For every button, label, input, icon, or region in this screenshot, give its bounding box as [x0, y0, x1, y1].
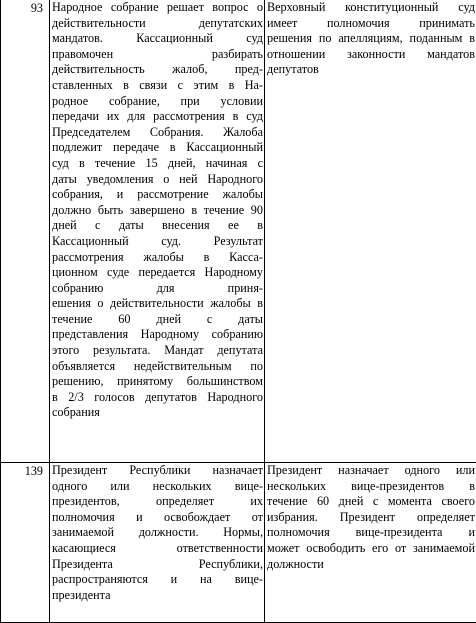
text-line: отношении законности мандатов: [267, 47, 475, 63]
text-line: депутатов: [267, 62, 475, 78]
right-column-text: [265, 463, 476, 623]
text-line: даты уведомления о ней Народного: [52, 172, 263, 188]
text-line: родное собрание, при условии: [52, 94, 263, 110]
text-line: ставленных в связи с этим в На-: [52, 78, 263, 94]
text-line: Президента Республики,: [52, 557, 263, 573]
right-column-text: [265, 0, 476, 463]
text-line: в 2/3 голосов депутатов Народного: [52, 390, 263, 406]
article-number: 139: [1, 463, 50, 623]
text-line: рассмотрения жалобы в Касса-: [52, 250, 263, 266]
text-line: Президент Республики назначает: [52, 463, 263, 479]
text-line: президентов, определяет их: [52, 494, 263, 510]
text-line: полномочия и освобождает от: [52, 510, 263, 526]
text-line: Кассационный суд. Результат: [52, 234, 263, 250]
text-line: решению, принятому большинством: [52, 374, 263, 390]
text-line: этого результата. Мандат депутата: [52, 343, 263, 359]
table-row: [1, 0, 476, 463]
text-line: собранию для приня-: [52, 281, 263, 297]
text-line: собрания, и рассмотрение жалобы: [52, 187, 263, 203]
text-line: ционном суде передается Народному: [52, 265, 263, 281]
text-line: течение 60 дней с даты: [52, 312, 263, 328]
text-line: решения по апелляциям, поданным в: [267, 31, 475, 47]
left-column-text: [50, 0, 265, 463]
text-line: мандатов. Кассационный суд: [52, 31, 263, 47]
text-line: Председателем Собрания. Жалоба: [52, 125, 263, 141]
text-line: действительность жалоб, пред-: [52, 62, 263, 78]
text-line: касающиеся ответственности: [52, 541, 263, 557]
text-line: распространяются и на вице-: [52, 572, 263, 588]
text-line: должности: [267, 557, 475, 573]
text-line: объявляется недействительным по: [52, 359, 263, 375]
text-line: имеет полномочия принимать: [267, 16, 475, 32]
text-line: Верховный конституционный суд: [267, 0, 475, 16]
text-line: ешения о действительности жалобы в: [52, 296, 263, 312]
text-line: Народное собрание решает вопрос о: [52, 0, 263, 16]
text-line: одного или нескольких вице-: [52, 479, 263, 495]
text-line: Президент назначает одного или: [267, 463, 475, 479]
article-number: 93: [1, 0, 50, 463]
text-line: действительности депутатских: [52, 16, 263, 32]
text-line: течение 60 дней с момента своего: [267, 494, 475, 510]
text-line: подлежит передаче в Кассационный: [52, 140, 263, 156]
text-line: собрания: [52, 405, 263, 421]
text-line: может освободить его от занимаемой: [267, 541, 475, 557]
table-row: [1, 463, 476, 623]
text-line: президента: [52, 588, 263, 604]
text-line: нескольких вице-президентов в: [267, 479, 475, 495]
text-line: суд в течение 15 дней, начиная с: [52, 156, 263, 172]
left-column-text: [50, 463, 265, 623]
text-line: правомочен разбирать: [52, 47, 263, 63]
text-line: полномочия вице-президента и: [267, 525, 475, 541]
text-line: избрания. Президент определяет: [267, 510, 475, 526]
text-line: дней с даты внесения ее в: [52, 218, 263, 234]
text-line: должно быть завершено в течение 90: [52, 203, 263, 219]
text-line: представления Народному собранию: [52, 327, 263, 343]
text-line: передачи их для рассмотрения в суд: [52, 109, 263, 125]
text-line: занимаемой должности. Нормы,: [52, 525, 263, 541]
